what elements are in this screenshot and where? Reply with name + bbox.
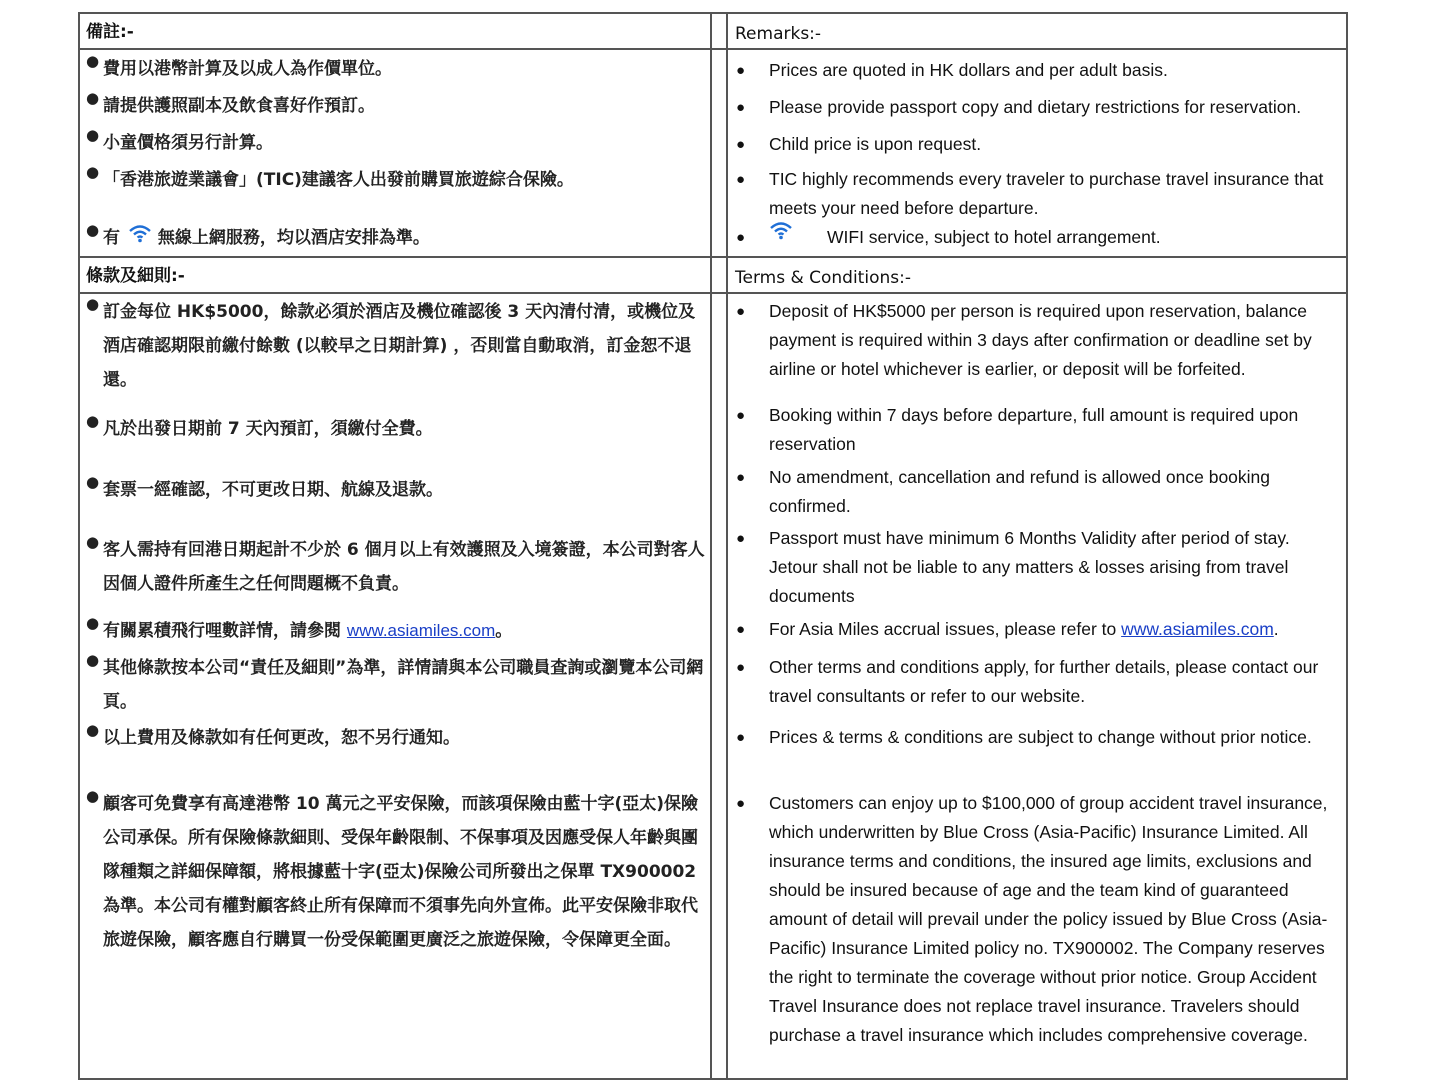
list-item: ● TIC highly recommends every traveler to purchase travel insurance that meets your need before departure. xyxy=(736,169,1324,218)
list-item: ● 凡於出發日期前 7 天內預訂，須繳付全費。 xyxy=(86,412,433,439)
list-item: ● 小童價格須另行計算。 xyxy=(86,126,273,153)
list-item: ● No amendment, cancellation and refund is allowed once booking confirmed. xyxy=(736,467,1271,516)
list-item: ● Prices are quoted in HK dollars and per adult basis. xyxy=(736,60,1168,80)
terms-title-en: Terms & Conditions:- xyxy=(735,268,911,288)
column-divider xyxy=(726,12,728,1080)
list-item: ● 套票一經確認，不可更改日期、航線及退款。 xyxy=(86,473,443,500)
list-item: ● 請提供護照副本及飲食喜好作預訂。 xyxy=(86,89,375,116)
list-item: ● Please provide passport copy and dietary restrictions for reservation. xyxy=(736,97,1302,117)
list-item: ● Other terms and conditions apply, for further details, please contact our travel consultants or refer to our website. xyxy=(736,657,1319,706)
list-item: ● 「香港旅遊業議會」(TIC)建議客人出發前購買旅遊綜合保險。 xyxy=(86,163,574,190)
list-item: ● 訂金每位 HK$5000，餘款必須於酒店及機位確認後 3 天內清付清，或機位及酒店確認期限前繳付餘數 (以較早之日期計算) ，否則當自動取消，訂金恕不退還。 xyxy=(86,295,696,390)
list-item: ● 客人需持有回港日期起計不少於 6 個月以上有效護照及入境簽證，本公司對客人因個人證件所產生之任何問題概不負責。 xyxy=(86,533,705,594)
wifi-icon xyxy=(769,220,793,249)
list-item: ● Passport must have minimum 6 Months Validity after period of stay. Jetour shall not be liable to any matters & losses arising from travel documents xyxy=(736,528,1290,606)
list-item: ● 有 無線上網服務，均以酒店安排為準。 xyxy=(86,221,723,255)
remarks-title-zh: 備註:- xyxy=(86,22,134,42)
list-item: ● 以上費用及條款如有任何更改，恕不另行通知。 xyxy=(86,721,460,748)
row-divider xyxy=(78,48,1348,50)
list-item: ● Customers can enjoy up to $100,000 of group accident travel insurance, which underwritten by Blue Cross (Asia-Pacific) Insurance Limited. All insurance terms and conditions, the insured age limits, exclusions and should be insured because of age and the team kind of guaranteed amount of detail will prevail under the policy issued by Blue Cross (Asia-Pacific) Insurance Limited policy no. TX900002. The Company reserves the right to terminate the coverage without prior notice. Group Accident Travel Insurance does not replace travel insurance. Travelers should purchase a travel insurance which includes comprehensive coverage. xyxy=(736,793,1328,1045)
row-divider xyxy=(78,292,1348,294)
terms-title-zh: 條款及細則:- xyxy=(86,266,185,286)
list-item: ● For Asia Miles accrual issues, please refer to www.asiamiles.com. xyxy=(736,619,1279,639)
list-item: ● Child price is upon request. xyxy=(736,134,982,154)
asiamiles-link[interactable]: www.asiamiles.com xyxy=(1121,619,1274,639)
list-item: ● 顧客可免費享有高達港幣 10 萬元之平安保險，而該項保險由藍十字(亞太)保險公司承保。所有保險條款細則、受保年齡限制、不保事項及因應受保人年齡與團隊種類之詳細保障額，將根據藍十字(亞太)保險公司所發出之保單 TX900002 為準。本公司有權對顧客終止所有保障而不須事先向外宣佈。此平安保險非取代旅遊保險，顧客應自行購買一份受保範圍更廣泛之旅遊保險，令保障更全面。 xyxy=(86,787,699,950)
remarks-title-en: Remarks:- xyxy=(735,24,822,44)
list-item: ● WIFI service, subject to hotel arrangement. xyxy=(734,223,1342,252)
wifi-icon xyxy=(128,221,152,255)
list-item: ● Deposit of HK$5000 per person is required upon reservation, balance payment is required within 3 days after confirmation or deadline set by airline or hotel whichever is earlier, or deposit will be forfeited. xyxy=(736,301,1312,379)
list-item: ● 費用以港幣計算及以成人為作價單位。 xyxy=(86,52,392,79)
list-item: ● Booking within 7 days before departure, full amount is required upon reservation xyxy=(736,405,1299,454)
list-item: ● Prices & terms & conditions are subject to change without prior notice. xyxy=(736,727,1312,747)
row-divider xyxy=(78,256,1348,258)
list-item: ● 其他條款按本公司“責任及細則”為準，詳情請與本公司職員查詢或瀏覽本公司網頁。 xyxy=(86,651,704,712)
asiamiles-link[interactable]: www.asiamiles.com xyxy=(346,621,496,640)
list-item: ● 有關累積飛行哩數詳情，請參閱 www.asiamiles.com。 xyxy=(86,614,513,641)
